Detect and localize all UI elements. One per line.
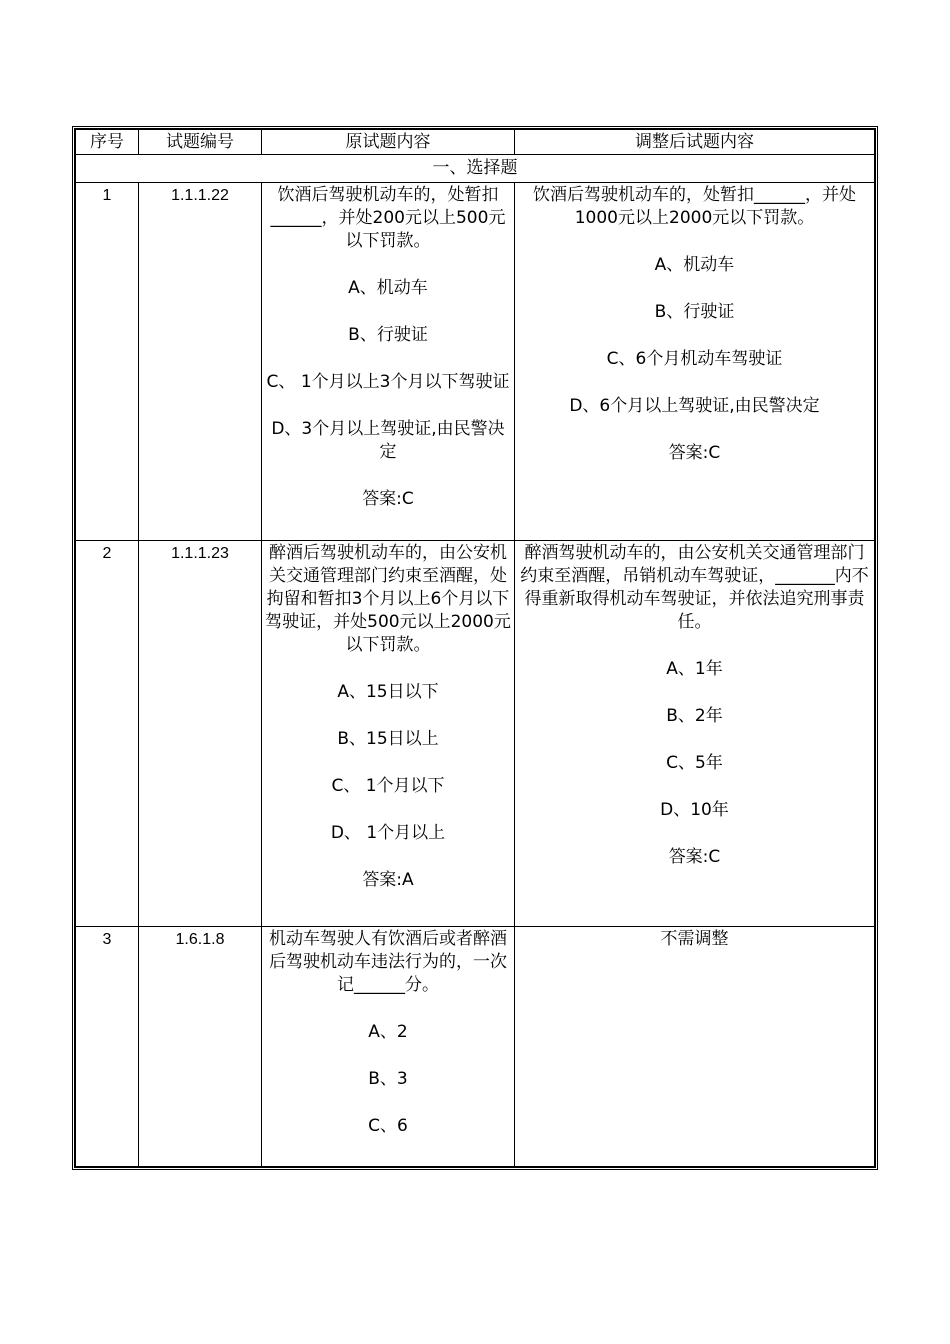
adjusted-question [515,927,875,1167]
row-seq: 1 [76,183,139,541]
table-row [76,541,875,927]
no-adjustment-note: 不需调整 [660,929,729,949]
answer: 答案:C [668,847,721,867]
row-seq: 3 [76,927,139,1167]
option-a: A、2 [368,1022,408,1042]
option-b: B、15日以上 [337,729,439,749]
option-b: B、行驶证 [348,325,428,345]
adjusted-question [515,541,875,927]
option-d: D、10年 [660,800,729,820]
option-a: A、15日以下 [337,682,439,702]
option-d: D、 1个月以上 [330,823,446,843]
section-row [76,155,875,183]
header-seq: 序号 [76,130,139,155]
original-question [262,927,515,1167]
table-row [76,183,875,541]
option-b: B、2年 [666,706,723,726]
table-header-row [76,130,875,155]
answer: 答案:C [668,443,721,463]
option-d: D、3个月以上驾驶证,由民警决定 [271,419,505,462]
question-stem: 醉酒后驾驶机动车的，由公安机关交通管理部门约束至酒醒，处 拘留和暂扣3个月以上6个月以下驾驶证，并处500元以上2000元以下罚款。 [265,543,511,655]
option-a: A、1年 [666,659,723,679]
option-c: C、5年 [666,753,723,773]
question-table [72,126,878,1170]
row-code: 1.1.1.23 [139,541,262,927]
question-stem: 饮酒后驾驶机动车的，处暂扣______，并处200元以上500元以下罚款。 [270,185,506,251]
header-adjusted: 调整后试题内容 [515,130,875,155]
section-title: 一、选择题 [76,155,875,183]
option-c: C、6个月机动车驾驶证 [606,349,783,369]
option-a: A、机动车 [654,255,735,275]
option-b: B、行驶证 [654,302,735,322]
option-d: D、6个月以上驾驶证,由民警决定 [569,396,820,416]
question-stem: 饮酒后驾驶机动车的，处暂扣______，并处1000元以上2000元以下罚款。 [533,185,856,228]
adjusted-question [515,183,875,541]
option-a: A、机动车 [348,278,428,298]
question-stem: 醉酒驾驶机动车的，由公安机关交通管理部门约束至酒醒，吊销机动车驾驶证，_______内不得重新取得机动车驾驶证，并依法追究刑事责任。 [520,543,869,632]
original-question [262,541,515,927]
option-c: C、 1个月以上3个月以下驾驶证 [266,372,510,392]
option-b: B、3 [368,1069,408,1089]
answer: 答案:A [362,870,414,890]
row-code: 1.6.1.8 [139,927,262,1167]
row-seq: 2 [76,541,139,927]
option-c: C、6 [368,1116,408,1136]
table-row [76,927,875,1167]
original-question [262,183,515,541]
header-original: 原试题内容 [262,130,515,155]
option-c: C、 1个月以下 [331,776,445,796]
header-code: 试题编号 [139,130,262,155]
answer: 答案:C [362,489,414,509]
question-stem: 机动车驾驶人有饮酒后或者醉酒后驾驶机动车违法行为的，一次记______分。 [269,929,507,995]
row-code: 1.1.1.22 [139,183,262,541]
